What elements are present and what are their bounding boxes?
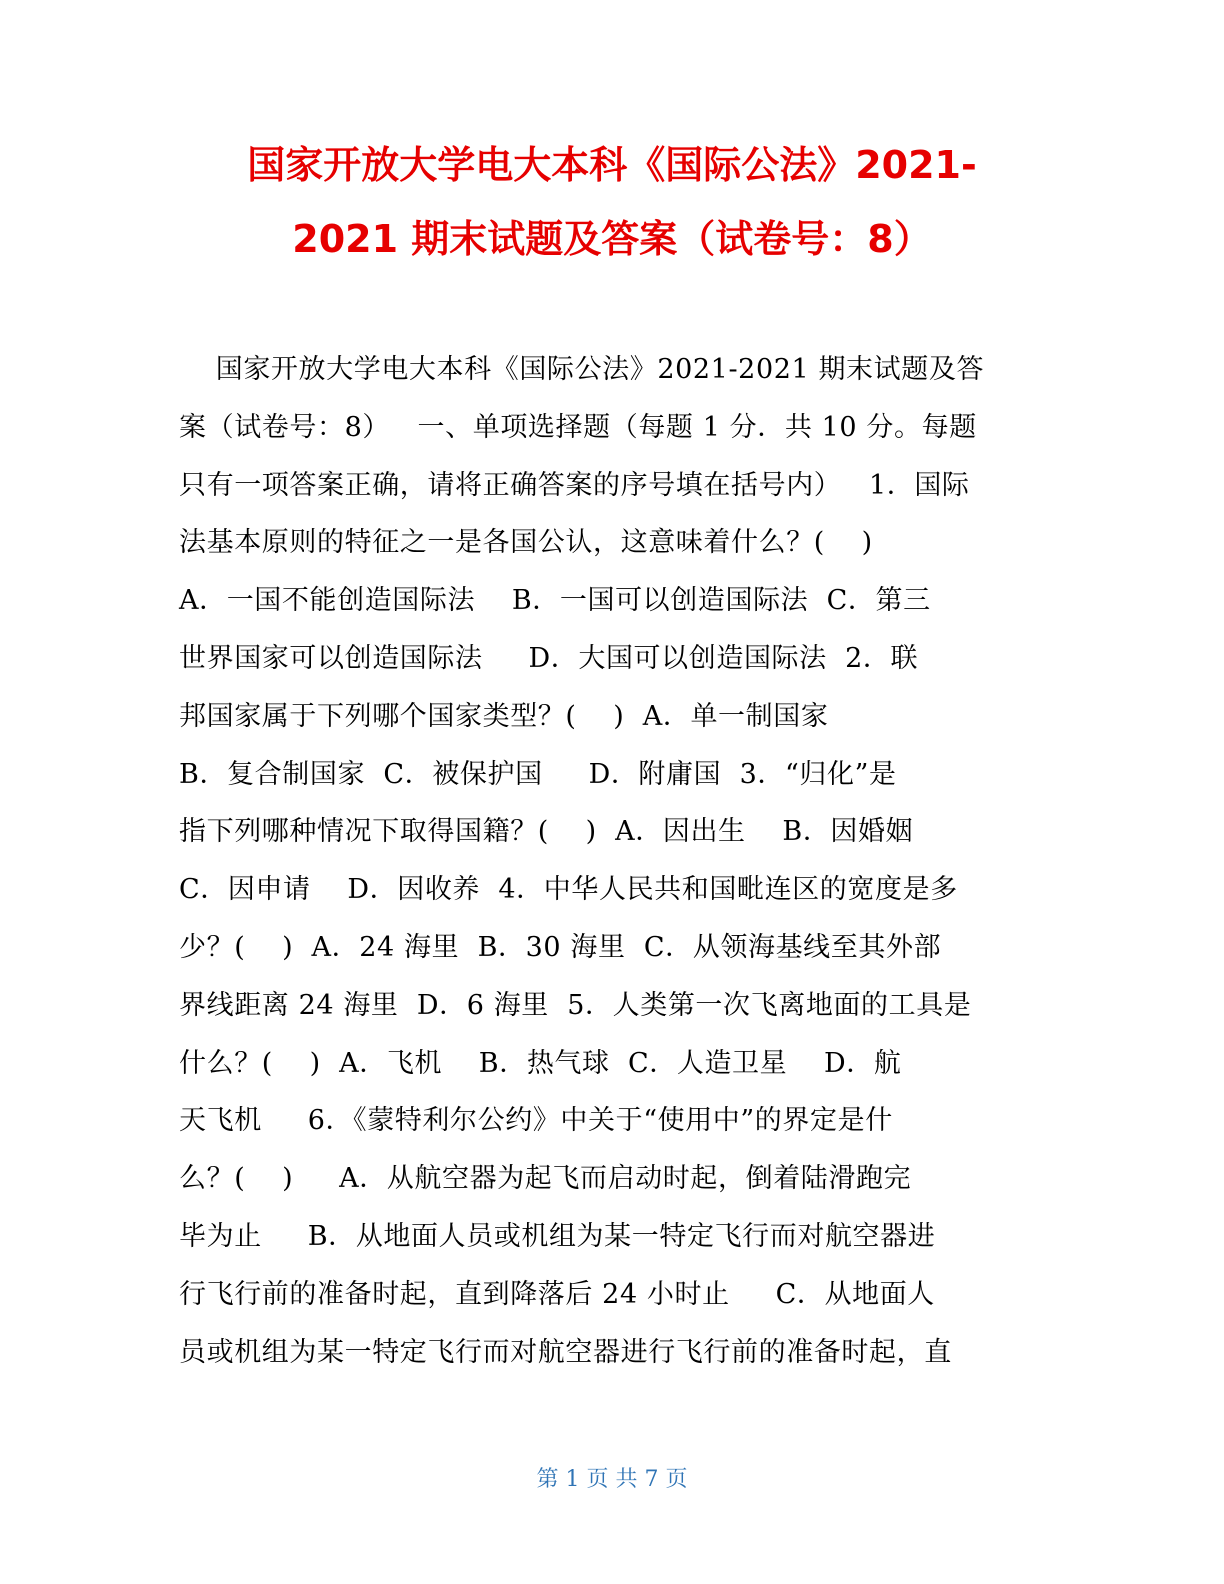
body-line: A．一国不能创造国际法 B．一国可以创造国际法 C．第三 (179, 585, 931, 617)
body-line: B．复合制国家 C．被保护国 D．附庸国 3．“归化”是 (179, 758, 897, 790)
body-line: 毕为止 B．从地面人员或机组为某一特定飞行而对航空器进 (179, 1220, 936, 1252)
body-line: 什么？( ) A．飞机 B．热气球 C．人造卫星 D．航 (179, 1047, 902, 1079)
body-line: 天飞机 6．《蒙特利尔公约》中关于“使用中”的界定是什 (179, 1105, 893, 1137)
title-line-1: 国家开放大学电大本科《国际公法》2021- (247, 143, 977, 187)
body-line: 案（试卷号：8） 一、单项选择题（每题 1 分．共 10 分。每题 (179, 411, 977, 443)
body-line: 员或机组为某一特定飞行而对航空器进行飞行前的准备时起，直 (179, 1336, 952, 1368)
title-line-2: 2021 期末试题及答案（试卷号：8） (292, 217, 932, 261)
body-line: 法基本原则的特征之一是各国公认，这意味着什么？( ) (179, 527, 873, 559)
body-line: 行飞行前的准备时起，直到降落后 24 小时止 C．从地面人 (179, 1278, 935, 1310)
body-line: C．因申请 D．因收养 4．中华人民共和国毗连区的宽度是多 (179, 874, 958, 906)
body-line: 少？( ) A．24 海里 B．30 海里 C．从领海基线至其外部 (179, 931, 942, 963)
page-footer: 第 1 页 共 7 页 (536, 1467, 688, 1492)
document-title (160, 128, 1064, 276)
body-line: 只有一项答案正确，请将正确答案的序号填在括号内） 1．国际 (179, 469, 970, 501)
body-line: 指下列哪种情况下取得国籍？( ) A．因出生 B．因婚姻 (179, 816, 914, 848)
body-line: 么？( ) A．从航空器为起飞而启动时起，倒着陆滑跑完 (179, 1163, 912, 1195)
document-body (179, 341, 1031, 1381)
body-line: 邦国家属于下列哪个国家类型？( ) A．单一制国家 (179, 700, 829, 732)
body-line: 国家开放大学电大本科《国际公法》2021-2021 期末试题及答 (179, 354, 985, 385)
body-line: 世界国家可以创造国际法 D．大国可以创造国际法 2．联 (179, 642, 919, 674)
body-line: 界线距离 24 海里 D．6 海里 5．人类第一次飞离地面的工具是 (179, 989, 972, 1021)
